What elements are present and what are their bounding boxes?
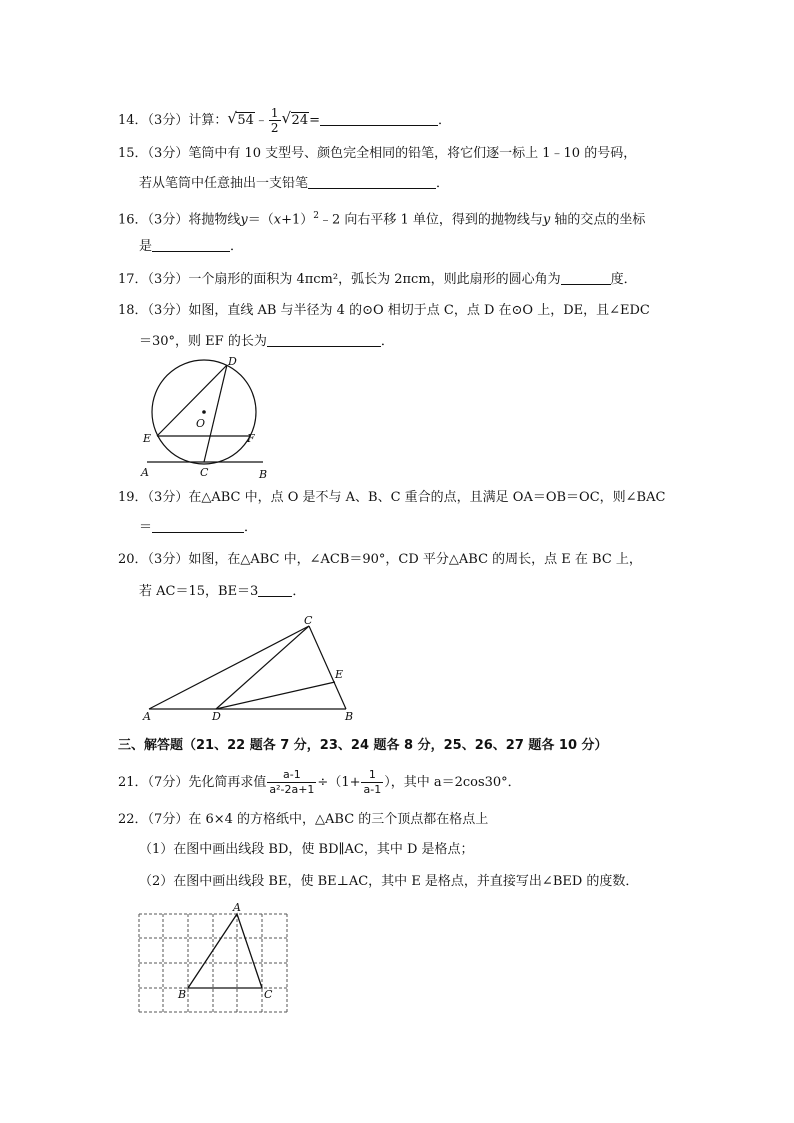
- question-text: 若从笔筒中任意抽出一支铅笔: [139, 176, 309, 191]
- question-score: （3分）: [147, 113, 189, 128]
- sqrt-24: √ 24: [281, 109, 309, 128]
- label-C: C: [200, 466, 209, 479]
- fraction-expression: $\frac{a-1}{\text{a²-2a+1}}$: [269, 768, 315, 796]
- answer-blank: [561, 270, 611, 285]
- question-21: 21．（7分）先化简再求值 $\frac{a-1}{\text{a²-2a+1}}$ ÷（1+ $\frac{1}{a-1}$ ），其中 a＝2cos30°．: [118, 768, 521, 796]
- answer-blank: [152, 518, 244, 533]
- question-text: 笔筒中有 10 支型号、颜色完全相同的铅笔，将它们逐一标上 1﹣10 的号码，: [188, 146, 637, 161]
- answer-blank: [320, 111, 438, 126]
- label-A: A: [143, 710, 151, 723]
- question-16: 16．（3分）将抛物线$y=(x+1)^2﹣2$ 向右平移 1 单位，得到的抛物线与y 轴的交点的坐标: [118, 211, 646, 228]
- question-20-line-2: 若 AC＝15，BE＝3 ．: [139, 584, 306, 599]
- fraction-half: $\frac{1}{2}$: [270, 106, 279, 135]
- question-22: 22．（7分）在 6×4 的方格纸中，△ABC 的三个顶点都在格点上: [118, 812, 489, 827]
- question-number: 14．: [118, 113, 148, 128]
- question-score: （3分）: [147, 146, 189, 161]
- question-18-line-2: ＝30°，则 EF 的长为 ．: [139, 334, 394, 349]
- answer-blank: [152, 237, 230, 252]
- question-20: 20．（3分）如图，在△ABC 中，∠ACB＝90°，CD 平分△ABC 的周长，点 E 在 BC 上，: [118, 552, 642, 567]
- label-C: C: [304, 614, 313, 627]
- question-16-line-2: 是 ．: [139, 239, 244, 254]
- label-A: A: [141, 466, 149, 479]
- answer-blank: [258, 582, 292, 597]
- label-B: B: [178, 988, 187, 1001]
- label-B: B: [259, 468, 268, 481]
- question-19: 19．（3分）在△ABC 中，点 O 是不与 A、B、C 重合的点，且满足 OA＝OB＝OC，则∠BAC: [118, 490, 666, 505]
- question-14: 14．（3分）计算： √ 54﹣ $\frac{1}{2}$ √ 24= ．: [118, 106, 452, 135]
- section-heading: 三、解答题（21、22 题各 7 分，23、24 题各 8 分，25、26、27 题各 10 分）: [118, 738, 608, 753]
- question-19-line-2: ＝ ．: [139, 520, 258, 535]
- question-22-part-2: （2）在图中画出线段 BE，使 BE⊥AC，其中 E 是格点，并直接写出∠BED 的度数．: [139, 874, 639, 889]
- label-B: B: [345, 710, 354, 723]
- question-text: 计算：: [188, 113, 228, 128]
- question-15: [118, 144, 636, 164]
- answer-blank: [267, 332, 381, 347]
- figure-22-grid: [138, 900, 298, 1020]
- label-D: D: [212, 710, 221, 723]
- question-22-part-1: （1）在图中画出线段 BD，使 BD∥AC，其中 D 是格点；: [139, 842, 474, 857]
- label-E: E: [143, 432, 152, 445]
- label-E: E: [335, 668, 344, 681]
- sqrt-54: √ 54: [227, 109, 254, 128]
- label-A: A: [233, 901, 241, 914]
- label-D: D: [228, 355, 237, 368]
- label-F: F: [247, 432, 255, 445]
- question-18: 18．（3分）如图，直线 AB 与半径为 4 的⊙O 相切于点 C，点 D 在⊙O 上，DE，且∠EDC: [118, 303, 650, 318]
- label-O: O: [196, 417, 206, 430]
- fraction-reciprocal: $\frac{1}{a-1}$: [363, 768, 382, 796]
- question-17: 17．（3分）一个扇形的面积为 4πcm²，弧长为 2πcm，则此扇形的圆心角为 度．: [118, 272, 637, 287]
- question-number: 15．: [118, 146, 148, 161]
- figure-20-triangle: [138, 612, 363, 722]
- label-C: C: [264, 988, 273, 1001]
- figure-18-circle-tangent: [135, 355, 285, 485]
- answer-blank: [308, 174, 436, 189]
- question-15-line-2: 若从笔筒中任意抽出一支铅笔 ．: [139, 176, 450, 191]
